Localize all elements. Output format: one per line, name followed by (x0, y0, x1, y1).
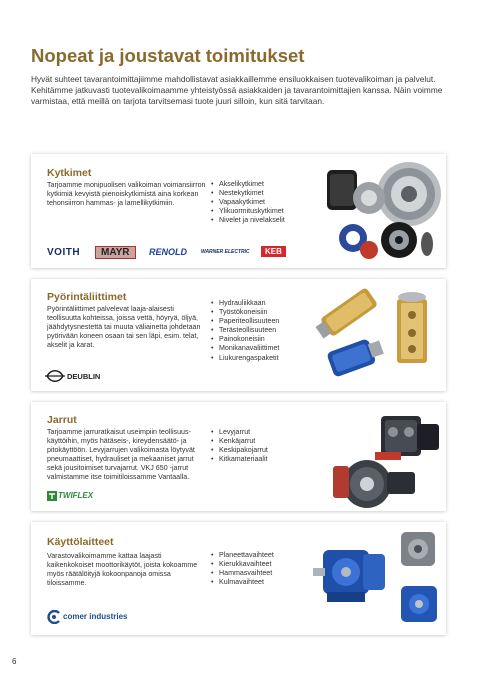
page-title: Nopeat ja joustavat toimitukset (31, 45, 305, 66)
card-text-kytkimet: Tarjoamme monipuolisen valikoiman voimansiirron kytkimiä kevyistä pienoiskytkimistä aina korkean tehonsiirron hammas- ja lamellikytkimiin. (47, 181, 206, 208)
list-item: • Monikanavaliittimet (211, 344, 279, 353)
brand-twiflex-logo: TWIFLEX (58, 491, 94, 500)
list-item: • Levyjarrut (211, 428, 268, 437)
list-item: • Kulmavaihteet (211, 578, 274, 587)
card-text-jarrut: Tarjoamme jarruratkaisut useimpiin teollisuus-käyttöihin, myös hätäseis-, kireydensäätö- ja pitokäyttöön. Levyjarrujen valikoimasta löytyvät pneumaattiset, hydrauliset ja mekaaniset jarrut sekä jousitoimiset turvajarrut. VKJ 650 -jarrut valmistamme itse toimitiloissamme Vantaalla. (47, 428, 195, 482)
brand-voith-logo: VOITH (47, 247, 81, 258)
brand-warner-logo: WARNER ELECTRIC (201, 249, 250, 255)
brand-renold-logo: RENOLD (149, 247, 187, 257)
rotary-union-image (311, 285, 441, 385)
list-item: • Kierukkavaihteet (211, 560, 274, 569)
list-item: • Akselikytkimet (211, 180, 285, 189)
list-item: • Terästeollisuuteen (211, 326, 279, 335)
list-item: • Kitkamateriaalit (211, 455, 268, 464)
brand-deublin-logo: DEUBLIN (67, 372, 101, 381)
list-item: • Työstökoneisiin (211, 308, 279, 317)
gear-motor-image (313, 524, 443, 632)
list-kayttolaitteet (211, 551, 274, 587)
list-item: • Nivelet ja nivelakselit (211, 216, 285, 225)
list-item: • Hammasvaihteet (211, 569, 274, 578)
list-kytkimet (211, 180, 285, 225)
list-pyorintaliittimet (211, 299, 279, 363)
coupling-image (321, 158, 443, 266)
deublin-logo-icon (45, 369, 65, 383)
card-title-kytkimet: Kytkimet (47, 167, 92, 179)
list-item: • Nestekytkimet (211, 189, 285, 198)
brand-keb-logo: KEB (261, 246, 286, 257)
card-title-kayttolaitteet: Käyttölaitteet (47, 536, 114, 548)
card-title-jarrut: Jarrut (47, 414, 77, 426)
list-item: • Liukurengaspaketit (211, 354, 279, 363)
intro-paragraph: Hyvät suhteet tavarantoimittajiimme mahdollistavat asiakkaillemme ensiluokkaisen tuotevalikoiman ja palvelut. Kehitämme jatkuvasti tuotevalikoimaamme yhteistyössä asiakkaiden ja tavarantoimittajien kanssa. Näin voimme varmistaa, että meillä on tarjota tarvitsemasi tuote juuri silloin, kun sitä tarvitaan. (31, 74, 443, 107)
page-number: 6 (12, 657, 17, 666)
list-item: • Kenkäjarrut (211, 437, 268, 446)
brake-image (321, 406, 443, 510)
card-title-pyorintaliittimet: Pyörintäliittimet (47, 291, 127, 303)
comer-logo-icon (47, 610, 61, 624)
list-item: • Vapaakytkimet (211, 198, 285, 207)
list-jarrut (211, 428, 268, 464)
card-text-kayttolaitteet: Varastovalikoimamme kattaa laajasti kaikenkokoiset moottorikäytöt, joista kokoamme myös räätälöityjä kokoonpanoja omissa tiloissamme. (47, 552, 198, 588)
card-text-pyorintaliittimet: Pyörintäliittimet palvelevat laaja-alaisesti teollisuutta kohteissa, joissa vettä, höyryä, öljyä, jäähdytysnestettä tai muuta väliainetta johdetaan pyörivään koneen osaan tai sen läpi, esim. telat, akselit ja karat. (47, 305, 201, 350)
list-item: • Paperiteollisuuteen (211, 317, 279, 326)
card-kayttolaitteet (31, 522, 446, 635)
card-jarrut (31, 402, 446, 511)
list-item: • Painokoneisiin (211, 335, 279, 344)
list-item: • Keskipakojarrut (211, 446, 268, 455)
list-item: • Hydrauliikkaan (211, 299, 279, 308)
card-kytkimet (31, 154, 446, 268)
card-pyorintaliittimet (31, 279, 446, 391)
brand-mayr-logo: MAYR (95, 246, 136, 259)
twiflex-logo-icon (47, 491, 57, 501)
brand-comer-logo: comer industries (63, 612, 128, 621)
list-item: • Ylikuormituskytkimet (211, 207, 285, 216)
list-item: • Planeettavaihteet (211, 551, 274, 560)
